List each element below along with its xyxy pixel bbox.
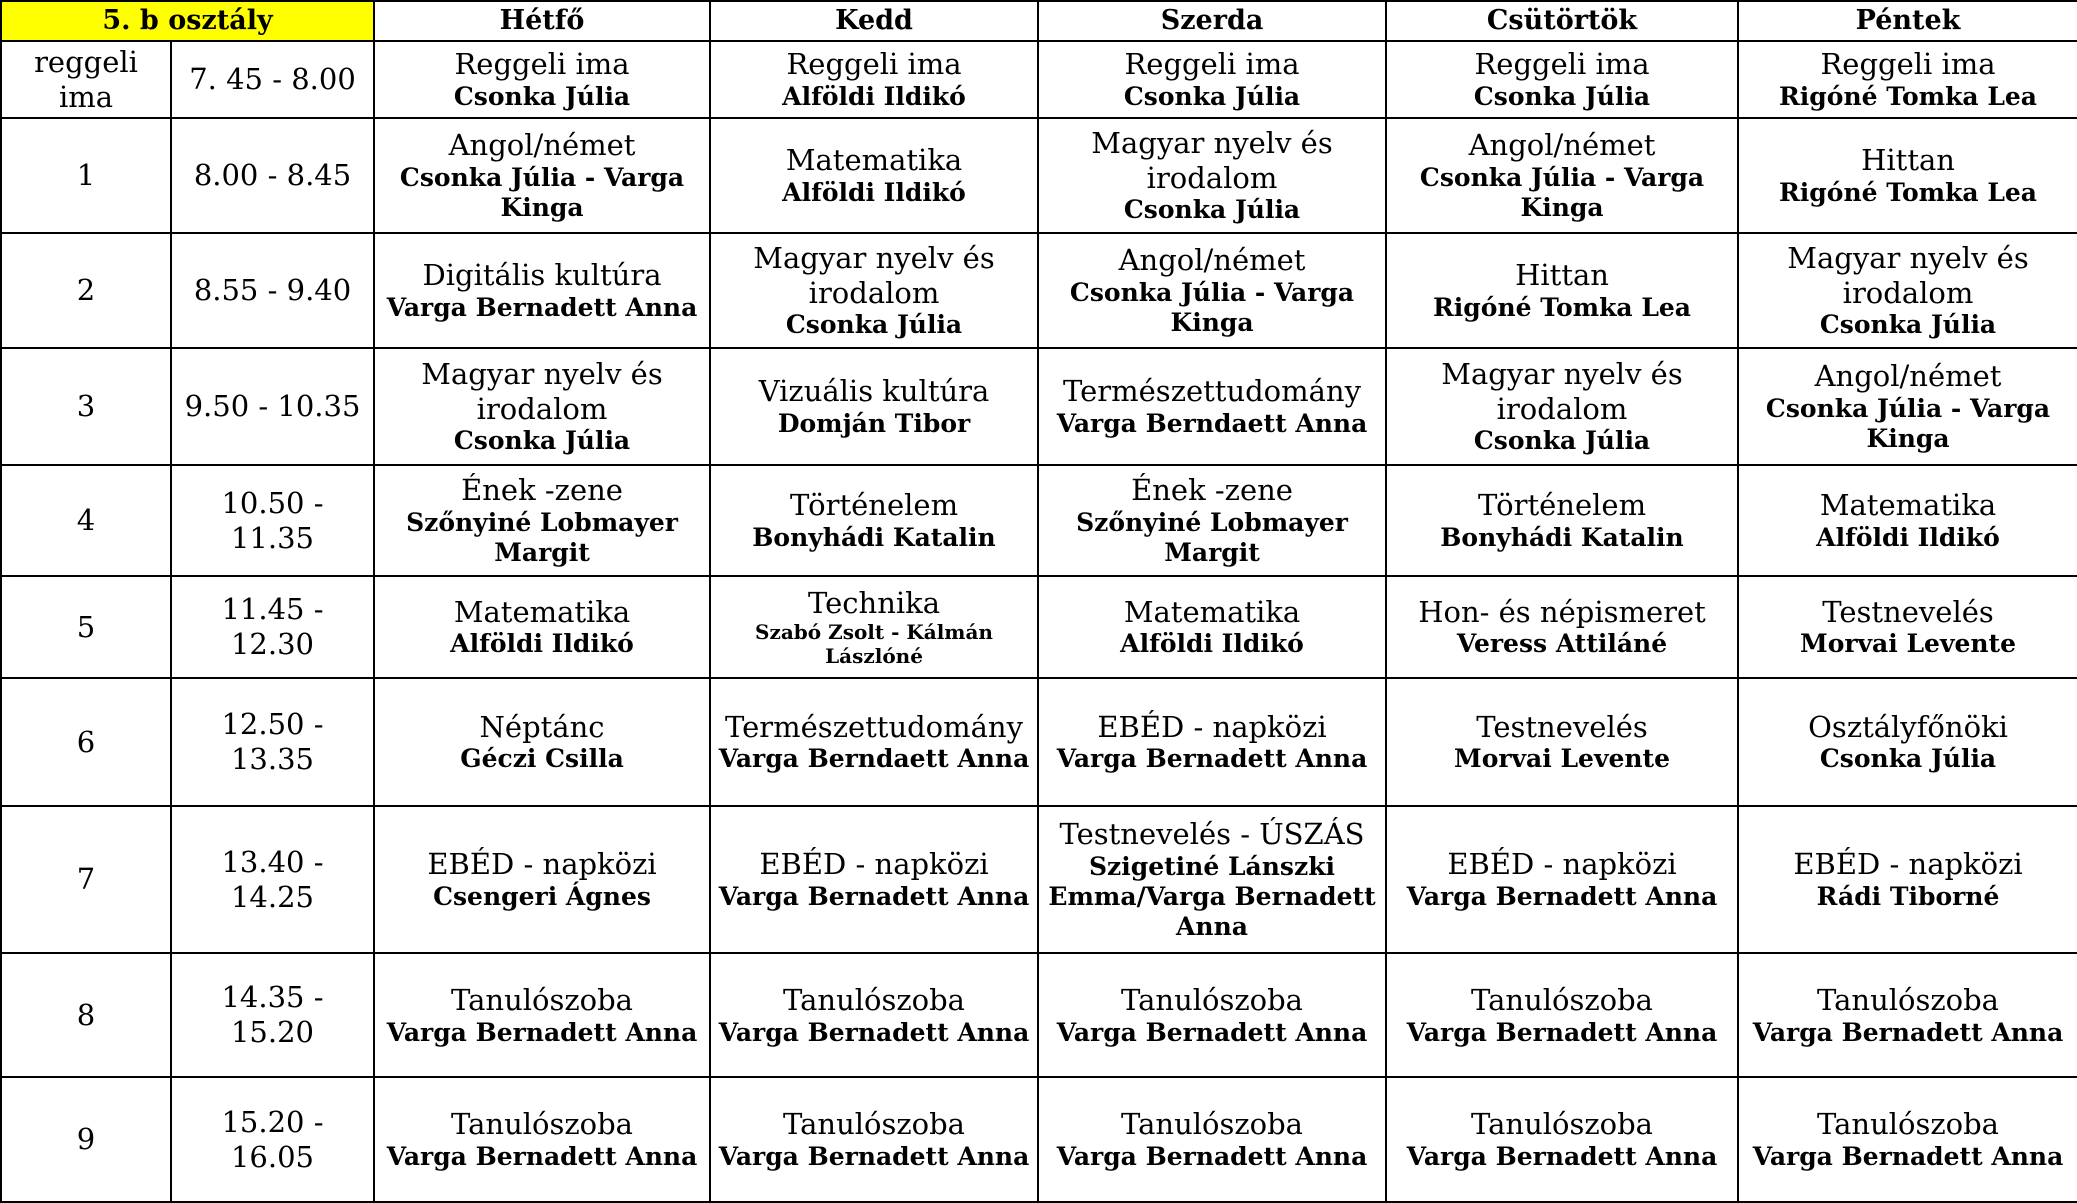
subject-name: Tanulószoba (451, 982, 633, 1017)
teacher-name: Csonka Júlia (1123, 82, 1301, 112)
subject-name: Matematika (1819, 488, 1997, 523)
day-header: Péntek (1738, 1, 2077, 41)
lesson-cell (710, 1077, 1038, 1202)
teacher-name: Csonka Júlia - Varga Kinga (1765, 393, 2051, 453)
lesson-cell (374, 953, 710, 1078)
lesson-cell (710, 348, 1038, 465)
teacher-name: Varga Bernadett Anna (1406, 881, 1718, 911)
teacher-name: Csonka Júlia (453, 426, 631, 456)
teacher-name: Varga Bernadett Anna (1406, 1017, 1718, 1047)
lesson-cell (710, 465, 1038, 576)
teacher-name: Csonka Júlia - Varga Kinga (399, 162, 685, 222)
teacher-name: Csonka Júlia - Varga Kinga (1069, 277, 1355, 337)
lesson-time: 7. 45 - 8.00 (171, 41, 374, 118)
lesson-number: 9 (1, 1077, 171, 1202)
table-row (1, 1077, 2077, 1202)
lesson-time: 8.00 - 8.45 (171, 118, 374, 232)
lesson-cell (374, 348, 710, 465)
subject-name: Vizuális kultúra (758, 374, 990, 409)
subject-name: Ének -zene (1131, 473, 1293, 508)
lesson-cell (374, 465, 710, 576)
lesson-cell (1738, 806, 2077, 953)
table-row (1, 348, 2077, 465)
lesson-cell (1038, 118, 1386, 232)
subject-name: Reggeli ima (454, 47, 630, 82)
lesson-cell (1386, 678, 1738, 807)
lesson-time: 12.50 - 13.35 (171, 678, 374, 807)
lesson-cell (1386, 41, 1738, 118)
subject-name: EBÉD - napközi (427, 847, 657, 882)
table-row (1, 576, 2077, 677)
lesson-cell (1386, 1077, 1738, 1202)
table-row (1, 806, 2077, 953)
subject-name: Magyar nyelv és irodalom (421, 356, 663, 426)
teacher-name: Rigóné Tomka Lea (1433, 292, 1691, 322)
teacher-name: Varga Bernadett Anna (1752, 1017, 2064, 1047)
teacher-name: Alföldi Ildikó (1120, 629, 1304, 659)
subject-name: Matematika (785, 143, 963, 178)
lesson-cell (1386, 465, 1738, 576)
subject-name: Tanulószoba (1471, 982, 1653, 1017)
subject-name: Angol/német (1468, 128, 1656, 163)
lesson-time: 11.45 - 12.30 (171, 576, 374, 677)
subject-name: Tanulószoba (1817, 1107, 1999, 1142)
lesson-cell (710, 233, 1038, 348)
teacher-name: Csonka Júlia (1819, 744, 1997, 774)
teacher-name: Varga Bernadett Anna (718, 881, 1030, 911)
subject-name: Tanulószoba (451, 1107, 633, 1142)
lesson-cell (1386, 233, 1738, 348)
teacher-name: Szőnyiné Lobmayer Margit (1076, 507, 1348, 567)
subject-name: Történelem (1477, 488, 1647, 523)
subject-name: Hittan (1861, 143, 1955, 178)
subject-name: Angol/német (1814, 359, 2002, 394)
teacher-name: Csonka Júlia (1473, 82, 1651, 112)
teacher-name: Csonka Júlia (785, 310, 963, 340)
lesson-cell (1038, 953, 1386, 1078)
teacher-name: Alföldi Ildikó (782, 82, 966, 112)
lesson-cell (1738, 348, 2077, 465)
subject-name: Osztályfőnöki (1808, 709, 2008, 744)
lesson-time: 13.40 - 14.25 (171, 806, 374, 953)
lesson-cell (1738, 1077, 2077, 1202)
teacher-name: Varga Bernadett Anna (718, 1142, 1030, 1172)
lesson-cell (1038, 233, 1386, 348)
lesson-time: 9.50 - 10.35 (171, 348, 374, 465)
subject-name: Angol/német (1118, 243, 1306, 278)
lesson-cell (1038, 465, 1386, 576)
teacher-name: Morvai Levente (1454, 744, 1671, 774)
lesson-number: 5 (1, 576, 171, 677)
day-header: Hétfő (374, 1, 710, 41)
lesson-cell (710, 41, 1038, 118)
teacher-name: Varga Bernadett Anna (1056, 1142, 1368, 1172)
lesson-cell (1386, 118, 1738, 232)
lesson-cell (1738, 233, 2077, 348)
header-row (1, 1, 2077, 41)
lesson-number: 1 (1, 118, 171, 232)
lesson-time: 8.55 - 9.40 (171, 233, 374, 348)
day-header: Kedd (710, 1, 1038, 41)
lesson-cell (710, 806, 1038, 953)
lesson-number: reggeli ima (1, 41, 171, 118)
lesson-cell (1738, 678, 2077, 807)
lesson-cell (1738, 41, 2077, 118)
lesson-cell (1738, 576, 2077, 677)
subject-name: Magyar nyelv és irodalom (1091, 125, 1333, 195)
lesson-cell (1038, 41, 1386, 118)
teacher-name: Csonka Júlia - Varga Kinga (1419, 162, 1705, 222)
subject-name: Angol/német (448, 128, 636, 163)
class-name: 5. b osztály (1, 1, 374, 41)
day-header: Csütörtök (1386, 1, 1738, 41)
subject-name: Tanulószoba (1121, 1107, 1303, 1142)
teacher-name: Morvai Levente (1800, 629, 2017, 659)
subject-name: Magyar nyelv és irodalom (753, 240, 995, 310)
teacher-name: Domján Tibor (777, 408, 971, 438)
subject-name: EBÉD - napközi (1447, 847, 1677, 882)
subject-name: Testnevelés - ÚSZÁS (1059, 817, 1365, 852)
teacher-name: Csengeri Ágnes (433, 881, 651, 911)
subject-name: EBÉD - napközi (1097, 709, 1327, 744)
lesson-cell (1038, 1077, 1386, 1202)
lesson-number: 4 (1, 465, 171, 576)
teacher-name: Szőnyiné Lobmayer Margit (406, 507, 678, 567)
teacher-name: Varga Bernadett Anna (1056, 1017, 1368, 1047)
subject-name: Természettudomány (1063, 374, 1361, 409)
timetable-body (1, 41, 2077, 1202)
teacher-name: Bonyhádi Katalin (752, 522, 996, 552)
teacher-name: Bonyhádi Katalin (1440, 522, 1684, 552)
lesson-cell (374, 233, 710, 348)
lesson-cell (1038, 806, 1386, 953)
lesson-cell (374, 118, 710, 232)
teacher-name: Alföldi Ildikó (450, 629, 634, 659)
teacher-name: Varga Berndaett Anna (718, 744, 1030, 774)
teacher-name: Csonka Júlia (1473, 426, 1651, 456)
lesson-time: 10.50 - 11.35 (171, 465, 374, 576)
teacher-name: Rigóné Tomka Lea (1779, 177, 2037, 207)
lesson-cell (1738, 465, 2077, 576)
day-header: Szerda (1038, 1, 1386, 41)
teacher-name: Géczi Csilla (460, 744, 624, 774)
subject-name: Testnevelés (1822, 594, 1994, 629)
table-row (1, 465, 2077, 576)
lesson-cell (1038, 678, 1386, 807)
lesson-cell (374, 1077, 710, 1202)
teacher-name: Varga Bernadett Anna (1752, 1142, 2064, 1172)
subject-name: Testnevelés (1476, 709, 1648, 744)
teacher-name: Szabó Zsolt - Kálmán Lászlóné (755, 620, 993, 669)
subject-name: Magyar nyelv és irodalom (1441, 356, 1683, 426)
lesson-cell (1738, 118, 2077, 232)
lesson-cell (710, 953, 1038, 1078)
table-row (1, 233, 2077, 348)
lesson-cell (710, 576, 1038, 677)
teacher-name: Szigetiné Lánszki Emma/Varga Bernadett Anna (1048, 851, 1376, 941)
subject-name: EBÉD - napközi (759, 847, 989, 882)
teacher-name: Varga Berndaett Anna (1056, 408, 1368, 438)
subject-name: Tanulószoba (783, 982, 965, 1017)
lesson-number: 6 (1, 678, 171, 807)
teacher-name: Rigóné Tomka Lea (1779, 82, 2037, 112)
teacher-name: Csonka Júlia (453, 82, 631, 112)
lesson-number: 8 (1, 953, 171, 1078)
lesson-cell (1386, 348, 1738, 465)
subject-name: Ének -zene (461, 473, 623, 508)
teacher-name: Veress Attiláné (1456, 629, 1668, 659)
lesson-cell (374, 806, 710, 953)
subject-name: Reggeli ima (786, 47, 962, 82)
subject-name: Tanulószoba (1121, 982, 1303, 1017)
lesson-cell (1738, 953, 2077, 1078)
lesson-cell (374, 576, 710, 677)
subject-name: Technika (808, 585, 941, 620)
table-row (1, 953, 2077, 1078)
subject-name: Történelem (789, 488, 959, 523)
teacher-name: Varga Bernadett Anna (386, 292, 698, 322)
lesson-cell (710, 678, 1038, 807)
teacher-name: Varga Bernadett Anna (386, 1142, 698, 1172)
lesson-number: 2 (1, 233, 171, 348)
table-row (1, 118, 2077, 232)
subject-name: Hon- és népismeret (1418, 594, 1706, 629)
subject-name: Magyar nyelv és irodalom (1787, 240, 2029, 310)
teacher-name: Varga Bernadett Anna (718, 1017, 1030, 1047)
teacher-name: Varga Bernadett Anna (1406, 1142, 1718, 1172)
table-row (1, 678, 2077, 807)
subject-name: Tanulószoba (783, 1107, 965, 1142)
lesson-cell (710, 118, 1038, 232)
lesson-cell (1386, 806, 1738, 953)
teacher-name: Rádi Tiborné (1816, 881, 2000, 911)
subject-name: Tanulószoba (1471, 1107, 1653, 1142)
subject-name: Digitális kultúra (422, 258, 662, 293)
subject-name: Hittan (1515, 258, 1609, 293)
table-row (1, 41, 2077, 118)
subject-name: Reggeli ima (1820, 47, 1996, 82)
lesson-cell (1038, 576, 1386, 677)
lesson-cell (374, 678, 710, 807)
teacher-name: Alföldi Ildikó (1816, 522, 2000, 552)
lesson-cell (1386, 576, 1738, 677)
teacher-name: Alföldi Ildikó (782, 177, 966, 207)
lesson-cell (1386, 953, 1738, 1078)
teacher-name: Csonka Júlia (1819, 310, 1997, 340)
subject-name: Reggeli ima (1124, 47, 1300, 82)
subject-name: Matematika (453, 594, 631, 629)
lesson-cell (374, 41, 710, 118)
subject-name: Matematika (1123, 594, 1301, 629)
lesson-time: 15.20 - 16.05 (171, 1077, 374, 1202)
teacher-name: Varga Bernadett Anna (1056, 744, 1368, 774)
subject-name: EBÉD - napközi (1793, 847, 2023, 882)
subject-name: Tanulószoba (1817, 982, 1999, 1017)
subject-name: Reggeli ima (1474, 47, 1650, 82)
subject-name: Néptánc (479, 709, 605, 744)
teacher-name: Varga Bernadett Anna (386, 1017, 698, 1047)
lesson-time: 14.35 - 15.20 (171, 953, 374, 1078)
teacher-name: Csonka Júlia (1123, 195, 1301, 225)
lesson-cell (1038, 348, 1386, 465)
subject-name: Természettudomány (725, 709, 1023, 744)
lesson-number: 3 (1, 348, 171, 465)
lesson-number: 7 (1, 806, 171, 953)
